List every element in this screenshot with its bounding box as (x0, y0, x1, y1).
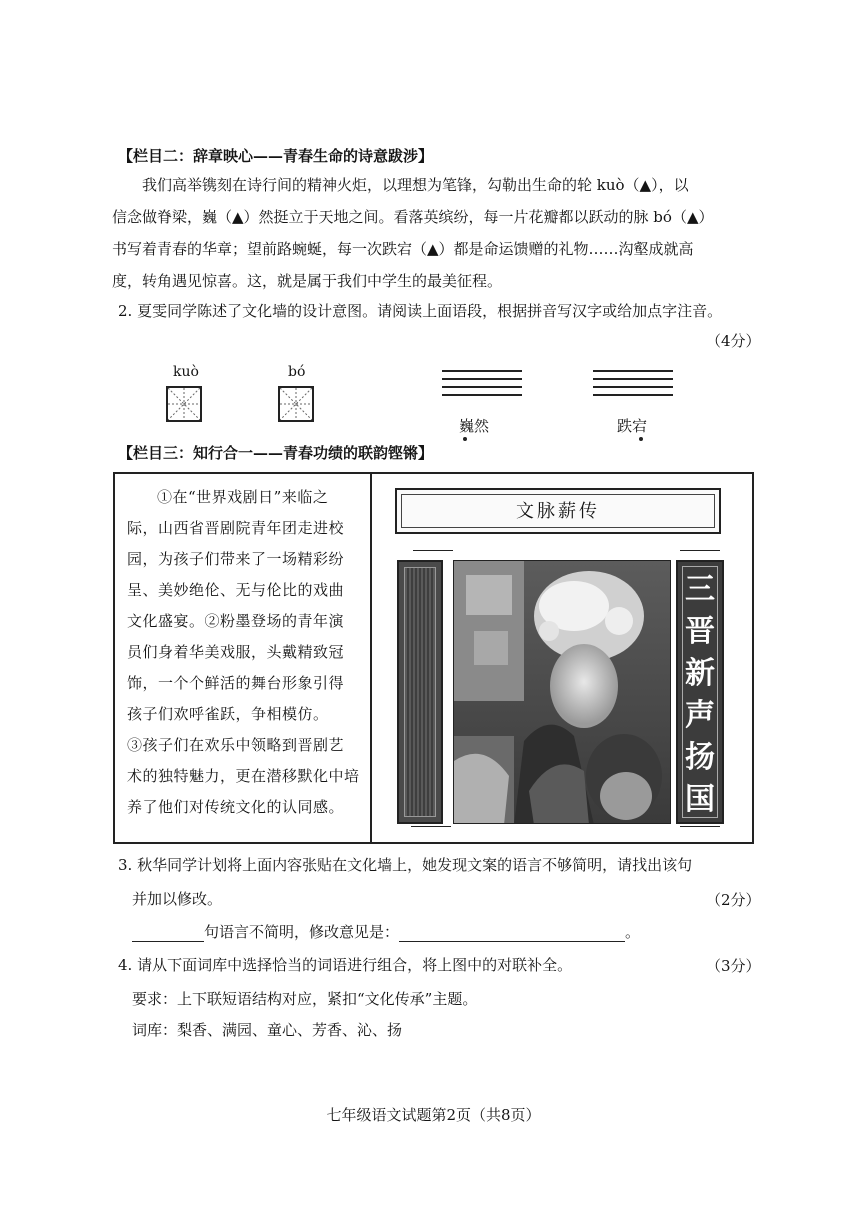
question-4-score: （3分） (706, 957, 761, 975)
opera-performer-image (454, 561, 671, 824)
copy-line: ③孩子们在欢乐中领略到晋剧艺 (127, 736, 345, 754)
page-footer: 七年级语文试题第2页（共8页） (326, 1106, 541, 1124)
copy-line: 饰，一个个鲜活的舞台形象引得 (127, 674, 345, 692)
copy-line: 际，山西省晋剧院青年团走进校 (127, 519, 345, 537)
grid-icon (168, 388, 200, 420)
answer-mid-text: 句语言不简明，修改意见是： (204, 923, 400, 941)
poster-title-box (395, 488, 721, 534)
question-3-line1: 3. 秋华同学计划将上面内容张贴在文化墙上，她发现文案的语言不够简明，请找出该句 (118, 856, 693, 874)
section3-frame (113, 472, 754, 844)
paragraph-line: 我们高举镌刻在诗行间的精神火炬，以理想为笔锋，勾勒出生命的轮 kuò（▲），以 (142, 176, 689, 194)
pinyin-lines-diedang[interactable] (593, 370, 673, 402)
answer-blank-sentence[interactable] (132, 923, 204, 942)
copy-line: 孩子们欢呼雀跃，争相模仿。 (127, 705, 329, 723)
question-3-score: （2分） (706, 891, 761, 909)
pinyin-kuo: kuò (173, 364, 199, 380)
answer-box-kuo[interactable] (166, 386, 202, 422)
opera-photo (453, 560, 671, 824)
question-2: 2. 夏雯同学陈述了文化墙的设计意图。请阅读上面语段，根据拼音写汉字或给加点字注音。 (118, 302, 723, 320)
question-3-answer-row (132, 922, 640, 942)
copy-line: 术的独特魅力，更在潜移默化中培 (127, 767, 360, 785)
frame-divider (370, 474, 372, 842)
pinyin-bo: bó (288, 364, 306, 380)
scroll-rod (680, 550, 720, 551)
section2-paragraph (112, 169, 752, 297)
question-2-score: （4分） (706, 332, 761, 350)
section2-header: 【栏目二：辞章映心——青春生命的诗意跋涉】 (118, 147, 434, 165)
couplet-char: 国 (685, 782, 715, 817)
right-couplet-scroll (676, 560, 724, 824)
couplet-char: 新 (685, 656, 715, 691)
copy-line: 文化盛宴。②粉墨登场的青年演 (127, 612, 345, 630)
couplet-char: 声 (685, 698, 715, 733)
couplet-char: 三 (685, 572, 715, 607)
paragraph-line: 信念做脊梁，巍（▲）然挺立于天地之间。看落英缤纷，每一片花瓣都以跃动的脉 bó（▲） (112, 208, 714, 226)
answer-blank-revision[interactable] (399, 923, 625, 942)
answer-box-bo[interactable] (278, 386, 314, 422)
grid-icon (280, 388, 312, 420)
paragraph-line: 度，转角遇见惊喜。这，就是属于我们中学生的最美征程。 (112, 272, 503, 290)
copy-line: 员们身着华美戏服，头戴精致冠 (127, 643, 345, 661)
copy-line: 园，为孩子们带来了一场精彩纷 (127, 550, 345, 568)
question-4: 4. 请从下面词库中选择恰当的词语进行组合，将上图中的对联补全。 (118, 956, 573, 974)
scroll-rod (411, 826, 451, 827)
left-couplet-scroll (397, 560, 443, 824)
question-4-requirement: 要求：上下联短语结构对应，紧扣“文化传承”主题。 (132, 990, 478, 1008)
question-3-line2: 并加以修改。 (132, 890, 223, 908)
emphasis-dot (463, 437, 467, 441)
copy-text-block (127, 482, 359, 823)
scroll-rod (680, 826, 720, 827)
question-4-word-bank: 词库：梨香、满园、童心、芳香、沁、扬 (132, 1021, 403, 1039)
couplet-char: 扬 (685, 740, 715, 775)
copy-line: 养了他们对传统文化的认同感。 (127, 798, 345, 816)
copy-line: ①在“世界戏剧日”来临之 (157, 488, 329, 506)
scroll-rod (413, 550, 453, 551)
pinyin-lines-weiran[interactable] (442, 370, 522, 402)
answer-end-text: 。 (625, 923, 641, 941)
couplet-char: 晋 (685, 614, 715, 649)
poster-title: 文脉薪传 (516, 501, 600, 522)
section3-header: 【栏目三：知行合一——青春功绩的联韵铿锵】 (118, 444, 434, 462)
word-diedang: 跌宕 (617, 417, 648, 435)
paragraph-line: 书写着青春的华章；望前路蜿蜒，每一次跌宕（▲）都是命运馈赠的礼物……沟壑成就高 (112, 240, 694, 258)
copy-line: 呈、美妙绝伦、无与伦比的戏曲 (127, 581, 345, 599)
emphasis-dot (639, 437, 643, 441)
word-weiran: 巍然 (459, 417, 490, 435)
